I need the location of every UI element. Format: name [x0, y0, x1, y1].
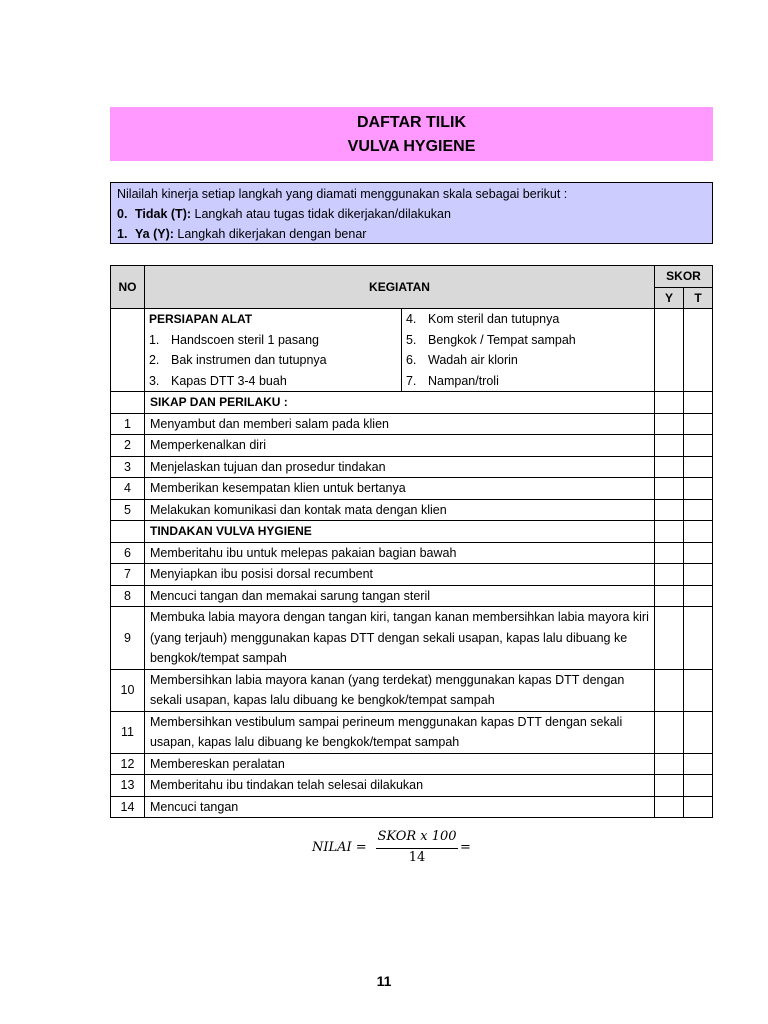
- persiapan-item: 3. Kapas DTT 3-4 buah: [148, 373, 287, 388]
- table-row: [111, 607, 713, 670]
- score-t-cell[interactable]: [683, 542, 712, 564]
- score-formula: [312, 828, 512, 868]
- score-t-cell[interactable]: [683, 309, 712, 392]
- persiapan-left: [145, 309, 402, 391]
- section-row: [111, 392, 713, 414]
- score-y-cell[interactable]: [655, 607, 684, 670]
- table-row: [111, 413, 713, 435]
- formula-fraction: [376, 828, 458, 867]
- title-banner: [110, 107, 713, 161]
- persiapan-item: 6. Wadah air klorin: [405, 353, 518, 367]
- row-activity: Menyambut dan memberi salam pada klien: [144, 413, 654, 435]
- score-t-cell[interactable]: [683, 796, 712, 818]
- formula-denominator: 14: [408, 850, 426, 865]
- score-y-cell[interactable]: [655, 564, 684, 586]
- score-t-cell[interactable]: [683, 669, 712, 711]
- row-number: 5: [111, 499, 145, 521]
- score-y-cell[interactable]: [655, 775, 684, 797]
- row-activity: Memberitahu ibu untuk melepas pakaian bagian bawah: [144, 542, 654, 564]
- row-number: 10: [111, 669, 145, 711]
- header-t: T: [683, 287, 712, 309]
- score-t-cell[interactable]: [683, 435, 712, 457]
- persiapan-right: [401, 309, 654, 391]
- title-line-1: DAFTAR TILIK: [356, 114, 466, 131]
- table-row: [111, 585, 713, 607]
- score-y-cell[interactable]: [655, 669, 684, 711]
- score-t-cell[interactable]: [683, 564, 712, 586]
- score-t-cell[interactable]: [683, 753, 712, 775]
- score-t-cell[interactable]: [683, 413, 712, 435]
- table-row: [111, 542, 713, 564]
- score-y-cell[interactable]: [655, 392, 684, 414]
- section-row: [111, 521, 713, 543]
- score-y-cell[interactable]: [655, 585, 684, 607]
- row-number: 6: [111, 542, 145, 564]
- score-y-cell[interactable]: [655, 753, 684, 775]
- row-activity: Membereskan peralatan: [144, 753, 654, 775]
- score-t-cell[interactable]: [683, 775, 712, 797]
- score-t-cell[interactable]: [683, 521, 712, 543]
- table-row: [111, 499, 713, 521]
- table-row: [111, 753, 713, 775]
- table-row: [111, 435, 713, 457]
- page-number: 11: [376, 973, 392, 989]
- row-number: 12: [111, 753, 145, 775]
- persiapan-title: PERSIAPAN ALAT: [148, 312, 253, 326]
- row-activity: Melakukan komunikasi dan kontak mata dengan klien: [144, 499, 654, 521]
- checklist-table: [110, 265, 713, 818]
- table-row: [111, 564, 713, 586]
- row-activity: Memberikan kesempatan klien untuk bertanya: [144, 478, 654, 500]
- row-activity: Menjelaskan tujuan dan prosedur tindakan: [144, 456, 654, 478]
- persiapan-row: [111, 309, 713, 392]
- row-number: 11: [111, 711, 145, 753]
- score-t-cell[interactable]: [683, 478, 712, 500]
- row-number: 14: [111, 796, 145, 818]
- row-number: 2: [111, 435, 145, 457]
- score-y-cell[interactable]: [655, 499, 684, 521]
- row-number: 13: [111, 775, 145, 797]
- scoring-scale-box: [110, 182, 713, 244]
- score-y-cell[interactable]: [655, 711, 684, 753]
- table-row: [111, 796, 713, 818]
- formula-lhs: NILAI =: [312, 840, 367, 855]
- scale-label-0: Tidak (T):: [135, 207, 192, 221]
- score-y-cell[interactable]: [655, 413, 684, 435]
- table-row: [111, 456, 713, 478]
- table-row: [111, 478, 713, 500]
- table-row: [111, 669, 713, 711]
- row-number: 4: [111, 478, 145, 500]
- score-t-cell[interactable]: [683, 392, 712, 414]
- row-activity: Menyiapkan ibu posisi dorsal recumbent: [144, 564, 654, 586]
- score-y-cell[interactable]: [655, 456, 684, 478]
- score-t-cell[interactable]: [683, 585, 712, 607]
- persiapan-item: 4. Kom steril dan tutupnya: [405, 312, 560, 326]
- score-y-cell[interactable]: [655, 309, 684, 392]
- scale-item-1: 1. Ya (Y): Langkah dikerjakan dengan benar: [117, 227, 367, 241]
- row-activity: Memberitahu ibu tindakan telah selesai dilakukan: [144, 775, 654, 797]
- row-activity: Mencuci tangan dan memakai sarung tangan steril: [144, 585, 654, 607]
- persiapan-item: 7. Nampan/troli: [405, 373, 499, 388]
- score-t-cell[interactable]: [683, 499, 712, 521]
- row-number: 3: [111, 456, 145, 478]
- header-no: NO: [111, 266, 145, 309]
- score-y-cell[interactable]: [655, 521, 684, 543]
- row-number: 8: [111, 585, 145, 607]
- persiapan-item: 1. Handscoen steril 1 pasang: [148, 332, 319, 347]
- row-number: 9: [111, 607, 145, 670]
- score-y-cell[interactable]: [655, 435, 684, 457]
- sikap-title: SIKAP DAN PERILAKU :: [144, 392, 654, 414]
- row-activity: Memperkenalkan diri: [144, 435, 654, 457]
- tindakan-title: TINDAKAN VULVA HYGIENE: [144, 521, 654, 543]
- score-t-cell[interactable]: [683, 607, 712, 670]
- score-y-cell[interactable]: [655, 796, 684, 818]
- header-skor: SKOR: [655, 266, 713, 288]
- scale-desc-1: Langkah dikerjakan dengan benar: [177, 227, 367, 241]
- row-activity: Membuka labia mayora dengan tangan kiri, tangan kanan membersihkan labia mayora kiri (yang terjauh) menggunakan kapas DTT dengan sekali usapan, kapas lalu dibuang ke bengkok/tempat sampah: [144, 607, 654, 670]
- score-t-cell[interactable]: [683, 711, 712, 753]
- formula-rhs: =: [460, 840, 471, 855]
- row-activity: Mencuci tangan: [144, 796, 654, 818]
- row-number: 1: [111, 413, 145, 435]
- persiapan-item: 5. Bengkok / Tempat sampah: [405, 332, 576, 347]
- table-row: [111, 711, 713, 753]
- score-y-cell[interactable]: [655, 478, 684, 500]
- score-t-cell[interactable]: [683, 456, 712, 478]
- row-number: 7: [111, 564, 145, 586]
- title-line-2: VULVA HYGIENE: [347, 138, 476, 155]
- scale-intro: Nilailah kinerja setiap langkah yang diamati menggunakan skala sebagai berikut :: [117, 187, 568, 201]
- scale-label-1: Ya (Y):: [135, 227, 174, 241]
- row-activity: Membersihkan labia mayora kanan (yang terdekat) menggunakan kapas DTT dengan sekali usapan, kapas lalu dibuang ke bengkok/tempat sampah: [144, 669, 654, 711]
- table-row: [111, 775, 713, 797]
- formula-numerator: SKOR x 100: [376, 828, 458, 849]
- scale-desc-0: Langkah atau tugas tidak dikerjakan/dilakukan: [194, 207, 451, 221]
- row-activity: Membersihkan vestibulum sampai perineum menggunakan kapas DTT dengan sekali usapan, kapas lalu dibuang ke bengkok/tempat sampah: [144, 711, 654, 753]
- scale-item-0: 0. Tidak (T): Langkah atau tugas tidak dikerjakan/dilakukan: [117, 207, 451, 221]
- header-kegiatan: KEGIATAN: [144, 266, 654, 309]
- header-y: Y: [655, 287, 684, 309]
- score-y-cell[interactable]: [655, 542, 684, 564]
- persiapan-item: 2. Bak instrumen dan tutupnya: [148, 353, 327, 367]
- persiapan-cell: [144, 309, 654, 392]
